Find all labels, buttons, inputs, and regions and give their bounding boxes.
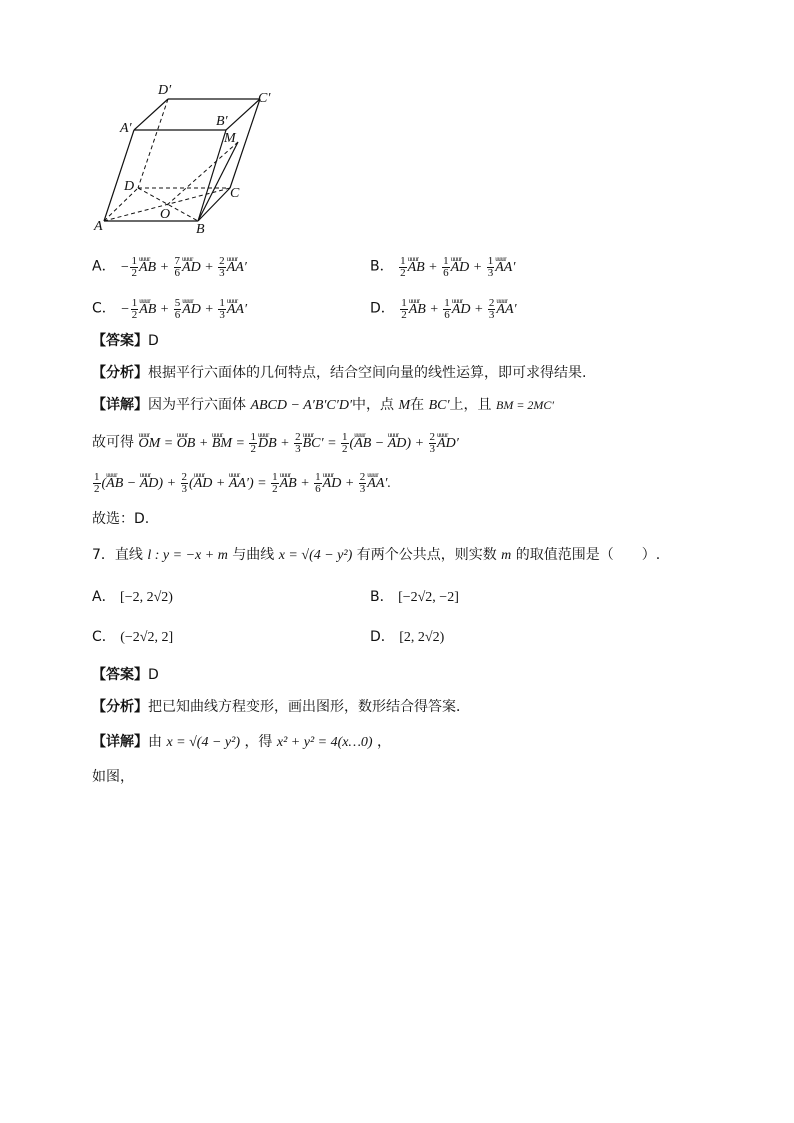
- label-D: D: [124, 179, 135, 194]
- q6-conclusion: 故选：D.: [92, 511, 150, 527]
- q7-detail: 【详解】由 x = √(4 − y²) ，得 x² + y² = 4(x…0) ，: [92, 734, 392, 750]
- q6-analysis: 【分析】根据平行六面体的几何特点，结合空间向量的线性运算，即可求得结果.: [92, 365, 587, 381]
- q6-option-c: C． − $\frac{1}{2}$ uuur AB + $\frac{5}{6}$ uuur AD + $\frac{1}{3}$ uuur AA′: [92, 298, 247, 321]
- label-B: B: [196, 222, 205, 237]
- q7-option-b: B． [−2√2, −2]: [370, 589, 459, 605]
- q6-detail-line3: $\frac{1}{2}$ (uuur AB − uuur AD) + $\frac{2}{3}$ (uuur AD + uuur AA′) = $\frac{1}{2}$ uuur AB + $\frac{1}{6}$ uuur AD + $\frac{2}{3}$ uuur AA′.: [92, 472, 391, 495]
- label-O: O: [160, 207, 171, 222]
- q7-option-d: D． [2, 2√2): [370, 629, 445, 645]
- q6-option-d: D． $\frac{1}{2}$ uuur AB + $\frac{1}{6}$ uuur AD + $\frac{2}{3}$ uuur AA′: [370, 298, 517, 321]
- q6-detail-line2: 故可得 uuur OM = uuur OB + uuur BM = $\frac{1}{2}$ uuur DB + $\frac{2}{3}$ uuur BC′ = $\frac{1}{2}$ (uuur AB − uuur AD) + $\frac{2}{3}$ uuur AD′: [92, 432, 459, 455]
- label-M: M: [224, 131, 236, 146]
- q7-option-a: A． [−2, 2√2): [92, 589, 173, 605]
- q6-option-a: A． − $\frac{1}{2}$ uuur AB + $\frac{7}{6}$ uuur AD + $\frac{2}{3}$ uuur AA′: [92, 256, 247, 279]
- q6-detail-line1: 【详解】因为平行六面体 ABCD − A′B′C′D′中，点 M在 BC′上，且 BM = 2MC′: [92, 397, 555, 413]
- label-C: C: [230, 186, 240, 201]
- parallelepiped-figure: [90, 80, 290, 240]
- q7-option-c: C． (−2√2, 2]: [92, 629, 174, 645]
- q7-answer: 【答案】D: [92, 667, 159, 683]
- label-D1: D′: [158, 83, 172, 98]
- label-C1: C′: [258, 91, 271, 106]
- q6-option-b: B． $\frac{1}{2}$ uuur AB + $\frac{1}{6}$ uuur AD + $\frac{1}{3}$ uuur AA′: [370, 256, 515, 279]
- label-A1: A′: [120, 121, 132, 136]
- q7-figure-note: 如图，: [92, 769, 134, 785]
- label-B1: B′: [216, 114, 228, 129]
- label-A: A: [94, 219, 103, 234]
- q7-stem: 7．直线 l : y = −x + m 与曲线 x = √(4 − y²) 有两个公共点，则实数 m 的取值范围是（ ）.: [92, 547, 661, 563]
- q6-answer: 【答案】D: [92, 333, 159, 349]
- q7-analysis: 【分析】把已知曲线方程变形，画出图形，数形结合得答案．: [92, 699, 470, 715]
